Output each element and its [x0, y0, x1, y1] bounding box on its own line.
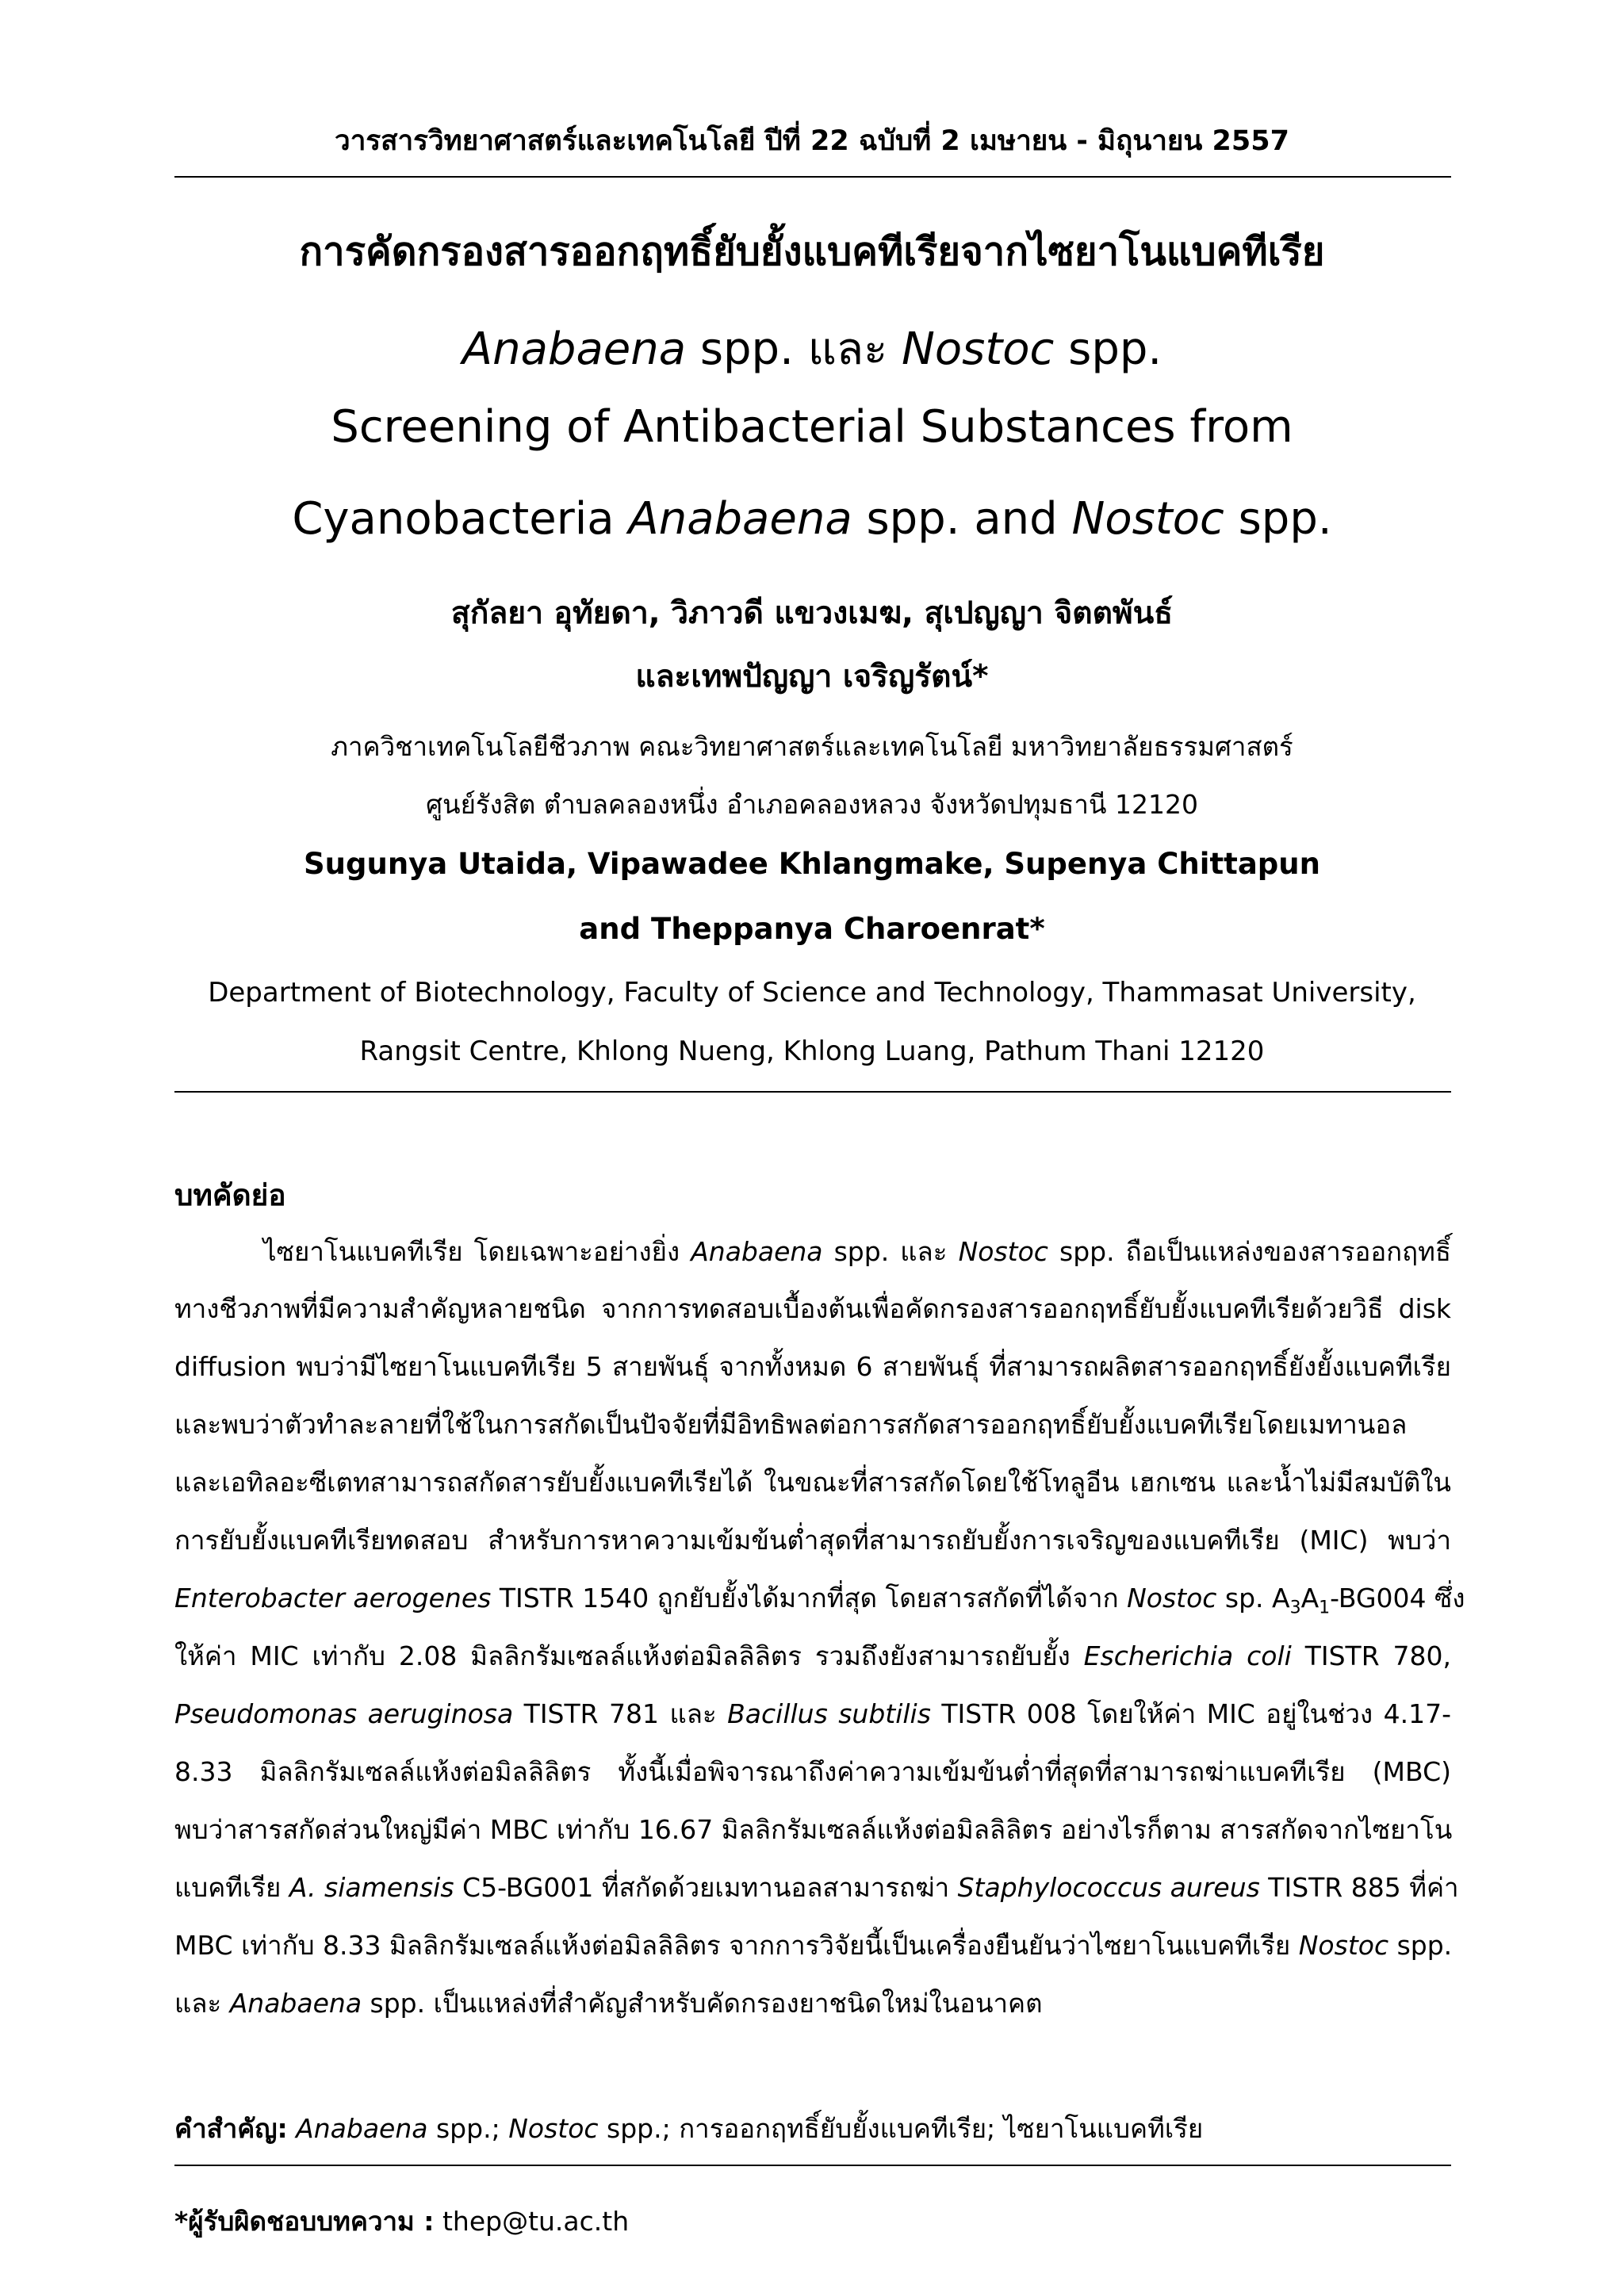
corresponding-author: [174, 2200, 629, 2242]
title-thai: การคัดกรองสารออกฤทธิ์ยับยั้งแบคทีเรียจากไซยาโนแบคทีเรีย: [299, 229, 1325, 274]
authors-english-line1: Sugunya Utaida, Vipawadee Khlangmake, Supenya Chittapun: [304, 847, 1320, 881]
corresponding-label: *ผู้รับผิดชอบบทความ :: [174, 2206, 435, 2237]
journal-header: วารสารวิทยาศาสตร์และเทคโนโลยี ปีที่ 22 ฉบับที่ 2 เมษายน - มิถุนายน 2557: [335, 125, 1289, 157]
affiliation-thai-line2: ศูนย์รังสิต ตำบลคลองหนึ่ง อำเภอคลองหลวง จังหวัดปทุมธานี 12120: [426, 789, 1198, 820]
corresponding-email: thep@tu.ac.th: [434, 2206, 630, 2237]
title-thai-species: Anabaena spp. และ Nostoc spp.: [462, 323, 1162, 375]
title-english-line1: Screening of Antibacterial Substances from: [331, 401, 1293, 453]
genus-nostoc: Nostoc: [902, 323, 1055, 375]
authors-english-line2: and Theppanya Charoenrat*: [579, 912, 1045, 946]
abstract-heading: บทคัดย่อ: [174, 1178, 286, 1212]
abstract-line: ให้ค่า MIC เท่ากับ 2.08 มิลลิกรัมเซลล์แห้งต่อมิลลิลิตร รวมถึงยังสามารถยับยั้ง Escherichia coli TISTR 780,: [174, 1640, 1451, 1671]
abstract-line: ไซยาโนแบคทีเรีย โดยเฉพาะอย่างยิ่ง Anabaena spp. และ Nostoc spp. ถือเป็นแหล่งของสารออกฤทธิ์: [263, 1236, 1451, 1267]
affiliation-english-line2: Rangsit Centre, Khlong Nueng, Khlong Luang, Pathum Thani 12120: [359, 1035, 1265, 1067]
keywords-label: คำสำคัญ:: [174, 2113, 288, 2144]
footnote-rule: [174, 2165, 1451, 2166]
abstract-line: 8.33 มิลลิกรัมเซลล์แห้งต่อมิลลิลิตร ทั้งนี้เมื่อพิจารณาถึงค่าความเข้มข้นต่ำที่สุดที่สามารถฆ่าแบคทีเรีย (MBC): [174, 1756, 1451, 1787]
genus-anabaena: Anabaena: [462, 323, 687, 375]
affiliation-thai-line1: ภาควิชาเทคโนโลยีชีวภาพ คณะวิทยาศาสตร์และเทคโนโลยี มหาวิทยาลัยธรรมศาสตร์: [331, 731, 1293, 762]
abstract-line: การยับยั้งแบคทีเรียทดสอบ สำหรับการหาความเข้มข้นต่ำสุดที่สามารถยับยั้งการเจริญของแบคทีเรีย (MIC) พบว่า: [174, 1525, 1451, 1556]
title-english-line2: Cyanobacteria Anabaena spp. and Nostoc spp.: [292, 493, 1332, 545]
abstract-line: พบว่าสารสกัดส่วนใหญ่มีค่า MBC เท่ากับ 16.67 มิลลิกรัมเซลล์แห้งต่อมิลลิลิตร อย่างไรก็ตาม สารสกัดจากไซยาโน: [174, 1814, 1453, 1845]
abstract-line: Enterobacter aerogenes TISTR 1540 ถูกยับยั้งได้มากที่สุด โดยสารสกัดที่ได้จาก Nostoc sp. $A_3A_1-BG004$ ซึ่ง: [174, 1583, 1465, 1618]
affiliation-english-line1: Department of Biotechnology, Faculty of Science and Technology, Thammasat University,: [208, 977, 1416, 1009]
abstract-line: ทางชีวภาพที่มีความสำคัญหลายชนิด จากการทดสอบเบื้องต้นเพื่อคัดกรองสารออกฤทธิ์ยับยั้งแบคทีเรียด้วยวิธี disk: [174, 1293, 1451, 1324]
abstract-line: แบคทีเรีย A. siamensis C5-BG001 ที่สกัดด้วยเมทานอลสามารถฆ่า Staphylococcus aureus TISTR 885 ที่ค่า: [174, 1872, 1459, 1903]
abstract-line: และพบว่าตัวทำละลายที่ใช้ในการสกัดเป็นปัจจัยที่มีอิทธิพลต่อการสกัดสารออกฤทธิ์ยับยั้งแบคทีเรียโดยเมทานอล: [174, 1409, 1408, 1440]
abstract-line: diffusion พบว่ามีไซยาโนแบคทีเรีย 5 สายพันธุ์ จากทั้งหมด 6 สายพันธุ์ ที่สามารถผลิตสารออกฤทธิ์ยังยั้งแบคทีเรีย: [174, 1351, 1451, 1382]
authors-thai-line2: และเทพปัญญา เจริญรัตน์*: [635, 659, 989, 695]
authors-rule: [174, 1091, 1451, 1093]
header-rule: [174, 176, 1451, 178]
abstract-line: และเอทิลอะซีเตทสามารถสกัดสารยับยั้งแบคทีเรียได้ ในขณะที่สารสกัดโดยใช้โทลูอีน เฮกเซน และน้ำไม่มีสมบัติใน: [174, 1467, 1451, 1498]
abstract-line: MBC เท่ากับ 8.33 มิลลิกรัมเซลล์แห้งต่อมิลลิลิตร จากการวิจัยนี้เป็นเครื่องยืนยันว่าไซยาโนแบคทีเรีย Nostoc spp.: [174, 1930, 1453, 1961]
abstract-line: และ Anabaena spp. เป็นแหล่งที่สำคัญสำหรับคัดกรองยาชนิดใหม่ในอนาคต: [174, 1988, 1043, 2019]
authors-thai-line1: สุกัลยา อุทัยดา, วิภาวดี แขวงเมฆ, สุเปญญา จิตตพันธ์: [450, 595, 1174, 631]
keywords: คำสำคัญ: Anabaena spp.; Nostoc spp.; การออกฤทธิ์ยับยั้งแบคทีเรีย; ไซยาโนแบคทีเรีย: [174, 2113, 1204, 2144]
abstract-line: Pseudomonas aeruginosa TISTR 781 และ Bacillus subtilis TISTR 008 โดยให้ค่า MIC อยู่ในช่วง 4.17-: [174, 1698, 1451, 1729]
